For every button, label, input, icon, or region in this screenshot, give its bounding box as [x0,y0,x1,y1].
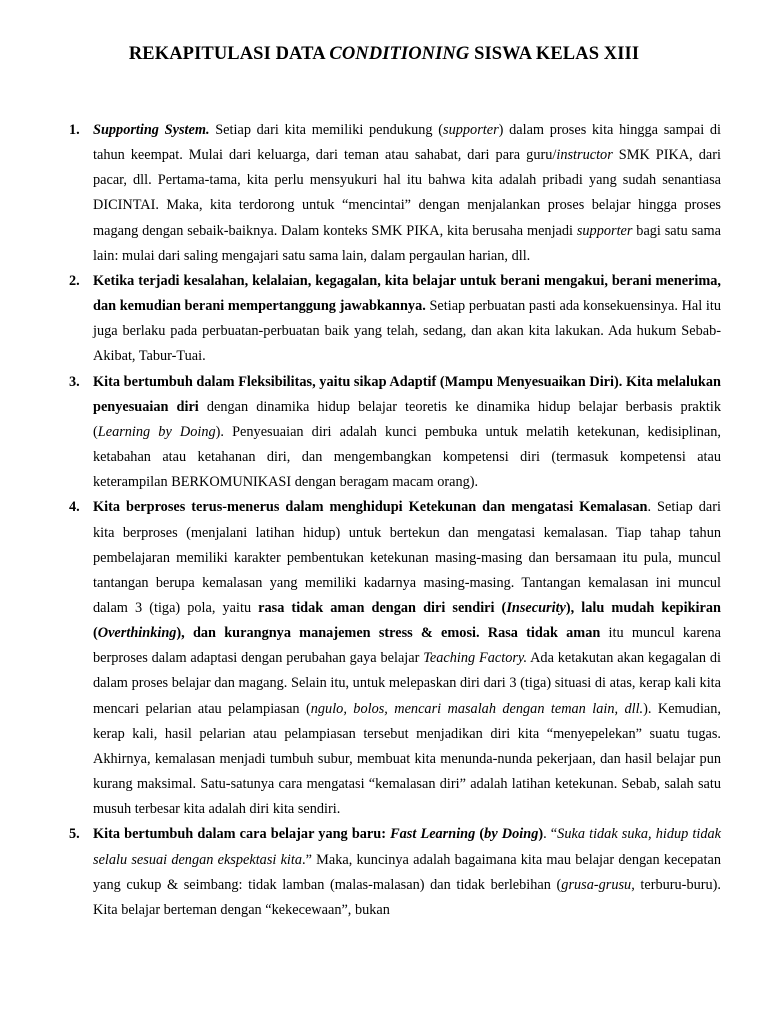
text-segment: ). Penyesuaian diri adalah kunci pembuka untuk melatih ketekunan, kedisiplinan, ketabahan atau ketahanan diri, dan mengembangkan kompetensi diri (termasuk kompetensi atau keterampilan BERKOMUNIKASI dengan beragam macam orang). [93,423,721,491]
text-segment: ( [475,826,485,843]
item-text [93,499,721,817]
text-segment: Ketika terjadi kesalahan, kelalaian, kegagalan, kita belajar untuk berani mengakui, berani menerima, dan kemudian berani mempertanggung jawabkannya. [93,272,721,315]
text-segment: Overthinking [97,625,177,642]
item-text [93,122,721,264]
text-segment: supporter [443,122,499,138]
text-segment: itu muncul karena berproses dalam adaptasi dengan perubahan gaya belajar [93,625,721,667]
text-segment: Kita bertumbuh dalam Fleksibilitas, yaitu sikap Adaptif (Mampu Menyesuaikan Diri). Kita melalukan penyesuaian diri [93,373,721,415]
text-segment: .” Maka, kuncinya adalah bagaimana kita mau belajar dengan kecepatan yang cukup & seimbang: tidak lamban (malas-malasan) dan tidak berlebihan ( [93,851,721,893]
text-segment: ). Kemudian, kerap kali, hasil pelarian atau pelampiasan tersebut menjadikan diri kita “menyepelekan” suatu tugas. Akhirnya, kemalasan menjadi tumbuh subur, membuat kita menunda-nunda pekerjaan, dan hasil belajar pun kurang maksimal. Satu-satunya cara mengatasi “kemalasan diri” adalah latihan ketekunan. Sebab, salah satu musuh terbesar kita adalah diri kita sendiri. [93,700,721,818]
item-number: 5. [69,826,80,843]
list-item [56,118,721,269]
item-text [93,273,721,364]
title-text-2: SISWA KELAS XIII [469,44,640,64]
text-segment: Fast Learning [390,826,476,843]
text-segment: rasa tidak aman dengan diri sendiri ( [258,599,507,616]
text-segment: Setiap dari kita memiliki pendukung ( [209,122,444,138]
text-segment: ), lalu mudah kepikiran ( [93,599,721,642]
text-segment: dengan dinamika hidup belajar teoretis ke dinamika hidup belajar berbasis praktik ( [93,398,721,440]
numbered-list [56,118,721,923]
text-segment: Learning by Doing [97,423,216,440]
item-text [93,826,721,917]
text-segment: ngulo, bolos, mencari masalah dengan teman lain, dll. [310,700,644,717]
item-number: 3. [69,373,80,390]
text-segment: Teaching Factory. [423,650,528,667]
text-segment: SMK PIKA, dari pacar, dll. Pertama-tama, kita perlu mensyukuri hal itu bahwa kita adalah pribadi yang sudah senantiasa DICINTAI. Maka, kita terdorong untuk “mencintai” dengan menjalankan proses belajar hingga proses magang dengan sebaik-baiknya. Dalam konteks SMK PIKA, kita berusaha menjadi [93,147,721,239]
text-segment: Setiap perbuatan pasti ada konsekuensinya. Hal itu juga berlaku pada perbuatan-perbuatan baik yang telah, sedang, dan akan kita lakukan. Ada hukum Sebab-Akibat, Tabur-Tuai. [93,298,721,365]
title-text-italic: CONDITIONING [329,44,470,64]
text-segment: ), dan kurangnya manajemen stress & emosi. Rasa tidak aman [176,625,601,642]
text-segment: grusa-grusu, [561,876,635,893]
item-number: 2. [69,272,80,289]
text-segment: ) dalam proses kita hingga sampai di tahun keempat. Mulai dari keluarga, dari teman atau sahabat, dari para guru/ [93,122,722,164]
text-segment: Insecurity [506,599,566,616]
text-segment: terburu-buru). Kita belajar berteman dengan “kekecewaan”, bukan [93,876,721,918]
list-item [56,495,721,822]
text-segment: ) [538,826,544,843]
text-segment: . “ [543,826,558,843]
text-segment: bagi satu sama lain: mulai dari saling mengajari satu sama lain, dalam pergaulan harian, dll. [93,222,721,264]
text-segment: Kita bertumbuh dalam cara belajar yang baru: [93,826,391,843]
item-number: 4. [69,499,80,516]
item-text [93,374,721,491]
text-segment: supporter [576,222,633,239]
text-segment: by Doing [484,826,539,843]
text-segment: . Setiap dari kita berproses (menjalani latihan hidup) untuk bertekun dan mengatasi kemalasan. Tiap tahap tahun pembelajaran memiliki karakter pembentukan ketekunan masing-masing dan bersamaan itu pula, muncul tantangan berupa kemalasan yang memiliki kadarnya masing-masing. Tantangan kemalasan ini muncul dalam 3 (tiga) pola, yaitu [93,499,722,616]
text-segment: Kita berproses terus-menerus dalam menghidupi Ketekunan dan mengatasi Kemalasan [93,499,648,516]
title-text-1: REKAPITULASI DATA [128,44,330,64]
list-item [56,822,721,923]
item-number: 1. [69,122,80,138]
document-title [0,44,768,65]
text-segment: instructor [556,147,613,164]
text-segment: Suka tidak suka, hidup tidak selalu sesuai dengan ekspektasi kita [93,826,721,868]
list-item [56,370,721,496]
text-segment: Supporting System. [93,122,210,138]
text-segment: Ada ketakutan akan kegagalan di dalam proses belajar dan magang. Selain itu, untuk melepaskan diri dari 3 (tiga) situasi di atas, kerap kali kita mencari pelarian atau pelampiasan ( [93,650,721,717]
list-item [56,269,721,370]
